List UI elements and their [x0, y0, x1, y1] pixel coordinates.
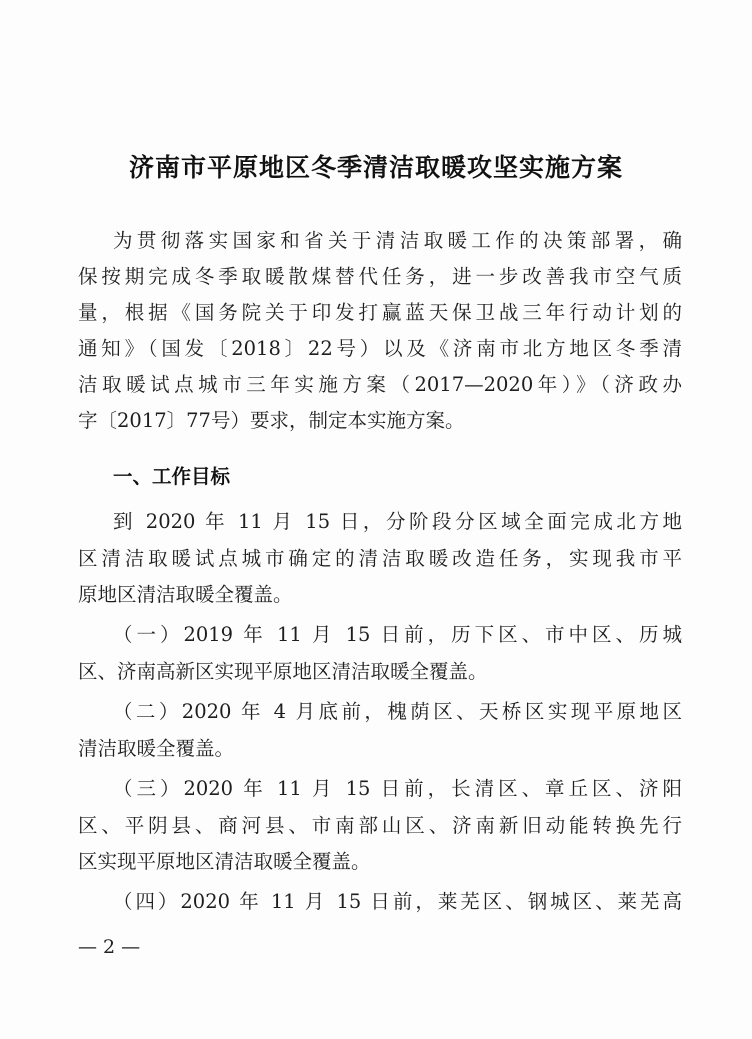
- list-item-line: 清洁取暖全覆盖。: [78, 737, 235, 760]
- paragraph-line: 洁取暖试点城市三年实施方案（2017—2020年）》（济政办: [78, 373, 682, 396]
- paragraph-line: 量，根据《国务院关于印发打赢蓝天保卫战三年行动计划的: [78, 301, 682, 324]
- document-title: 济南市平原地区冬季清洁取暖攻坚实施方案: [128, 153, 623, 182]
- list-item-line: （四）2020 年 11 月 15 日前，莱芜区、钢城区、莱芜高: [113, 890, 682, 913]
- paragraph-line: 原地区清洁取暖全覆盖。: [78, 583, 293, 606]
- list-item-line: （二）2020 年 4 月底前，槐荫区、天桥区实现平原地区: [113, 700, 682, 723]
- list-item-line: 区、平阴县、商河县、市南部山区、济南新旧动能转换先行: [78, 814, 682, 837]
- page-number: — 2 —: [78, 936, 141, 958]
- list-item-line: 区、济南高新区实现平原地区清洁取暖全覆盖。: [78, 660, 488, 683]
- paragraph-line: 区清洁取暖试点城市确定的清洁取暖改造任务，实现我市平: [78, 547, 682, 570]
- paragraph-line: 保按期完成冬季取暖散煤替代任务，进一步改善我市空气质: [78, 265, 682, 288]
- paragraph-line: 字〔2017〕77号）要求，制定本实施方案。: [78, 409, 465, 432]
- section-heading: 一、工作目标: [113, 465, 231, 488]
- list-item-line: （三）2020 年 11 月 15 日前，长清区、章丘区、济阳: [113, 777, 682, 800]
- list-item-line: （一）2019 年 11 月 15 日前，历下区、市中区、历城: [113, 623, 682, 646]
- paragraph-line: 通知》（国发〔2018〕22号）以及《济南市北方地区冬季清: [78, 337, 682, 360]
- paragraph-line: 到 2020 年 11 月 15 日，分阶段分区域全面完成北方地: [113, 510, 682, 533]
- paragraph-line: 为贯彻落实国家和省关于清洁取暖工作的决策部署，确: [113, 229, 682, 252]
- list-item-line: 区实现平原地区清洁取暖全覆盖。: [78, 850, 371, 873]
